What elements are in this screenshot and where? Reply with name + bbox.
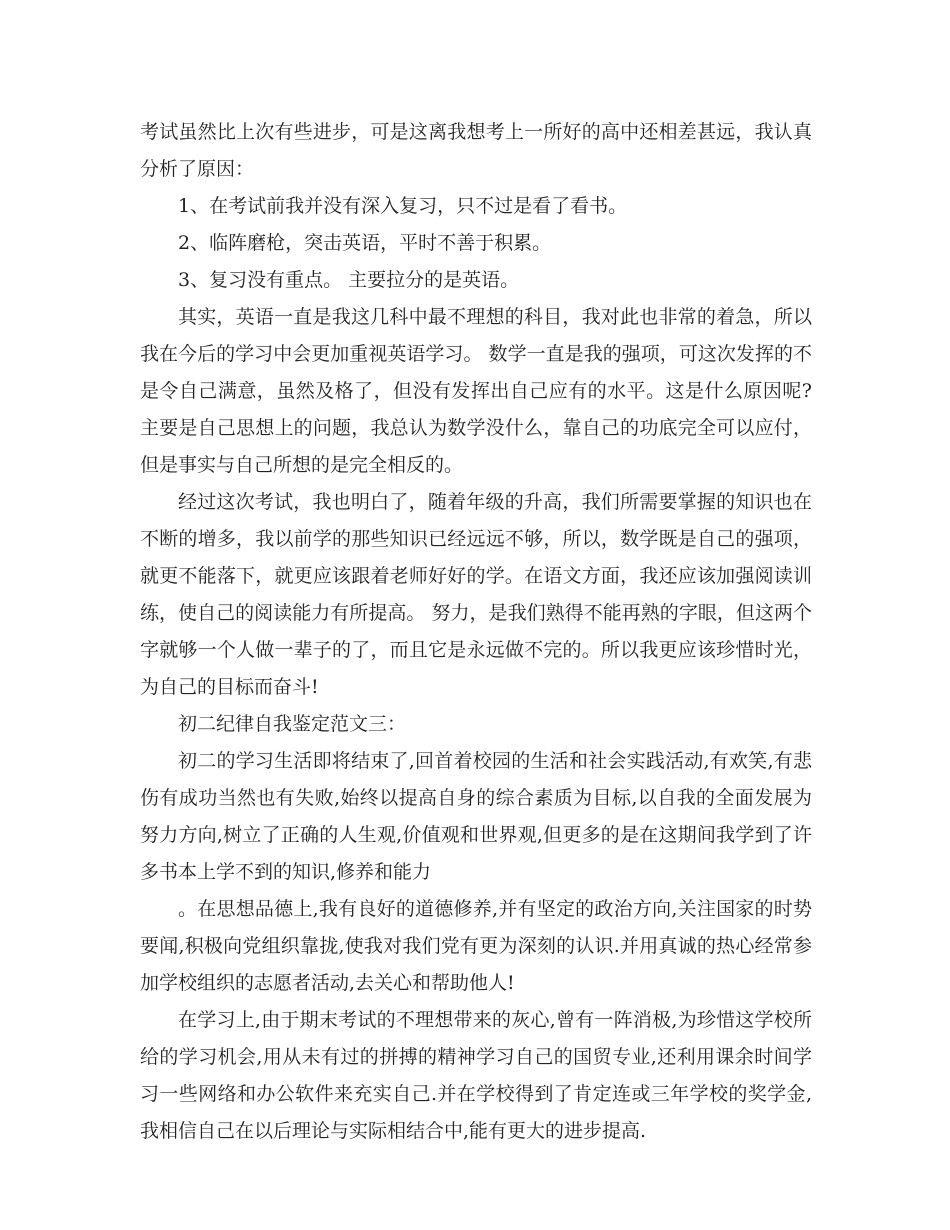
paragraph-moral: 。在思想品德上,我有良好的道德修养,并有坚定的政治方向,关注国家的时势要闻,积极向党组织靠拢,使我对我们党有更为深刻的认识.并用真诚的热心经常参加学校组织的志愿者活动,去关心和帮助他人!: [140, 898, 812, 994]
paragraph-after-exam: 经过这次考试，我也明白了，随着年级的升高，我们所需要掌握的知识也在不断的增多，我以前学的那些知识已经远远不够，所以，数学既是自己的强项，就更不能落下，就更应该跟着老师好好的学。在语文方面，我还应该加强阅读训练，使自己的阅读能力有所提高。 努力，是我们熟得不能再熟的字眼，但这两个字就够一个人做一辈子的了，而且它是永远做不完的。所以我更应该珍惜时光，为自己的目标而奋斗!: [140, 491, 812, 698]
paragraph-grade-two: 初二的学习生活即将结束了,回首着校园的生活和社会实践活动,有欢笑,有悲伤有成功当然也有失败,始终以提高自身的综合素质为目标,以自我的全面发展为努力方向,树立了正确的人生观,价值观和世界观,但更多的是在这期间我学到了许多书本上学不到的知识,修养和能力: [140, 750, 812, 883]
paragraph-study: 在学习上,由于期末考试的不理想带来的灰心,曾有一阵消极,为珍惜这学校所给的学习机会,用从未有过的拼搏的精神学习自己的国贸专业,还利用课余时间学习一些网络和办公软件来充实自己.并在学校得到了肯定连或三年学校的奖学金,我相信自己在以后理论与实际相结合中,能有更大的进步提高.: [140, 1009, 812, 1142]
list-item-1: 1、在考试前我并没有深入复习，只不过是看了看书。: [178, 195, 628, 217]
paragraph-intro: 考试虽然比上次有些进步，可是这离我想考上一所好的高中还相差甚远，我认真分析了原因：: [140, 121, 812, 180]
paragraph-english-math: 其实，英语一直是我这几科中最不理想的科目，我对此也非常的着急，所以我在今后的学习中会更加重视英语学习。 数学一直是我的强项，可这次发挥的不是令自己满意，虽然及格了，但没有发挥出自己应有的水平。这是什么原因呢?主要是自己思想上的问题，我总认为数学没什么，靠自己的功底完全可以应付，但是事实与自己所想的是完全相反的。: [140, 306, 812, 476]
list-item-2: 2、临阵磨枪，突击英语，平时不善于积累。: [178, 232, 552, 254]
list-item-3: 3、复习没有重点。 主要拉分的是英语。: [178, 269, 520, 291]
document-body: [140, 114, 812, 1150]
section-heading: 初二纪律自我鉴定范文三：: [178, 713, 407, 735]
